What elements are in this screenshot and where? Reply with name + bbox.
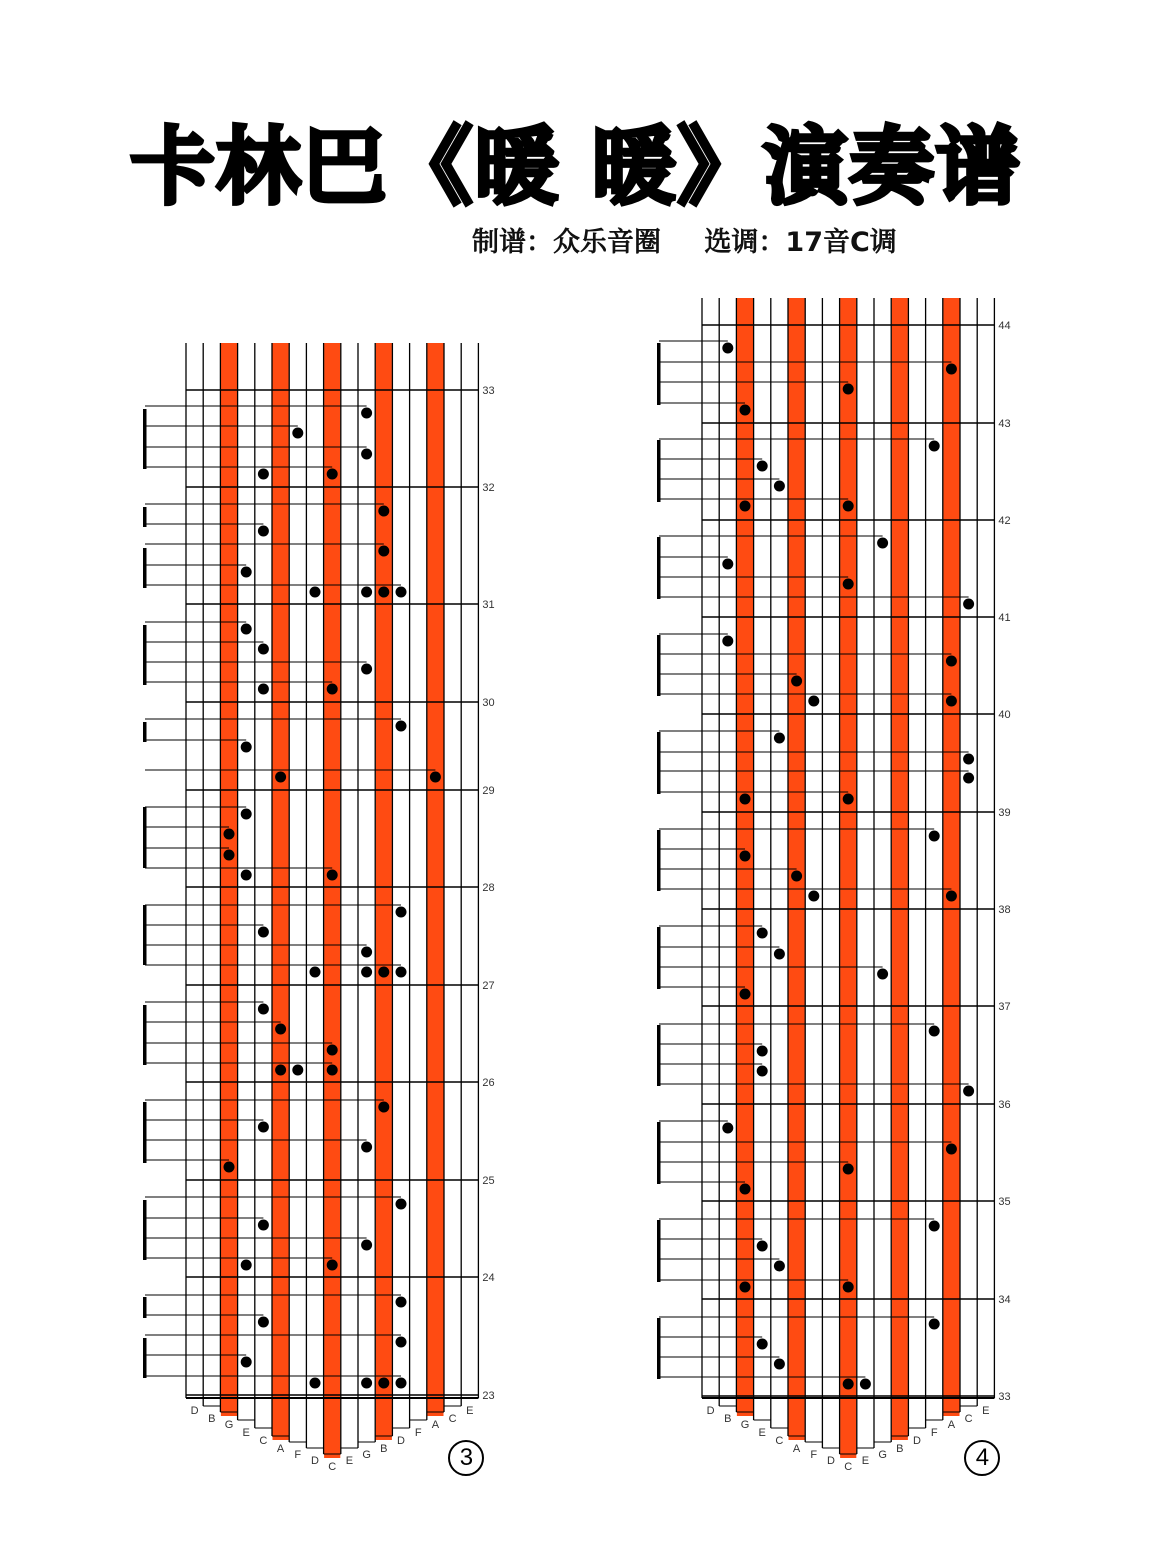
rhythm-beam bbox=[143, 1005, 147, 1065]
note-dot bbox=[774, 481, 785, 492]
note-dot bbox=[963, 1086, 974, 1097]
note-dot bbox=[843, 794, 854, 805]
measure-number: 44 bbox=[998, 320, 1011, 332]
note-dot bbox=[757, 928, 768, 939]
rhythm-beam bbox=[657, 343, 661, 405]
rhythm-beam bbox=[143, 807, 147, 868]
note-dot bbox=[361, 1142, 372, 1153]
measure-number: 42 bbox=[998, 515, 1011, 527]
measure-number: 29 bbox=[482, 785, 495, 797]
tine-label: D bbox=[311, 1455, 319, 1467]
note-dot bbox=[258, 927, 269, 938]
note-dot bbox=[378, 1102, 389, 1113]
note-dot bbox=[241, 1260, 252, 1271]
note-dot bbox=[757, 1066, 768, 1077]
rhythm-beam bbox=[657, 537, 661, 599]
note-dot bbox=[361, 1240, 372, 1251]
note-dot bbox=[327, 469, 338, 480]
note-dot bbox=[843, 1379, 854, 1390]
note-dot bbox=[396, 907, 407, 918]
rhythm-beam bbox=[657, 1025, 661, 1086]
measure-number: 43 bbox=[998, 418, 1011, 430]
note-dot bbox=[396, 1378, 407, 1389]
note-dot bbox=[275, 772, 286, 783]
note-dot bbox=[361, 947, 372, 958]
note-dot bbox=[843, 1282, 854, 1293]
note-dot bbox=[258, 684, 269, 695]
tine-label: C bbox=[259, 1435, 268, 1447]
tine-label: F bbox=[294, 1449, 302, 1461]
measure-number: 32 bbox=[482, 482, 495, 494]
rhythm-beam bbox=[143, 409, 147, 469]
note-dot bbox=[963, 773, 974, 784]
rhythm-beam bbox=[657, 440, 661, 502]
measure-number: 30 bbox=[482, 697, 495, 709]
note-dot bbox=[310, 1378, 321, 1389]
tine-label: B bbox=[724, 1413, 732, 1425]
tine-label: A bbox=[431, 1419, 440, 1431]
page-number: 3 bbox=[448, 1440, 484, 1476]
tab-panel-3 bbox=[143, 343, 495, 1473]
tab-panel-4 bbox=[657, 298, 1011, 1473]
note-dot bbox=[241, 624, 252, 635]
note-dot bbox=[258, 1122, 269, 1133]
note-dot bbox=[740, 1282, 751, 1293]
measure-number: 40 bbox=[998, 709, 1011, 721]
note-dot bbox=[241, 809, 252, 820]
tine-label: B bbox=[380, 1443, 388, 1455]
measure-number: 28 bbox=[482, 882, 495, 894]
rhythm-beam bbox=[143, 1200, 147, 1260]
note-dot bbox=[378, 967, 389, 978]
note-dot bbox=[860, 1379, 871, 1390]
note-dot bbox=[740, 794, 751, 805]
note-dot bbox=[877, 538, 888, 549]
note-dot bbox=[757, 1241, 768, 1252]
note-dot bbox=[740, 405, 751, 416]
note-dot bbox=[396, 1297, 407, 1308]
measure-number: 35 bbox=[998, 1196, 1011, 1208]
tine-label: A bbox=[792, 1443, 801, 1455]
note-dot bbox=[396, 587, 407, 598]
tine-label: E bbox=[982, 1405, 990, 1417]
measure-number: 27 bbox=[482, 980, 495, 992]
measure-number: 38 bbox=[998, 904, 1011, 916]
note-dot bbox=[241, 742, 252, 753]
measure-number: 24 bbox=[482, 1272, 495, 1284]
key-label: 选调：17音C调 bbox=[704, 227, 897, 258]
rhythm-beam bbox=[143, 1338, 147, 1378]
note-dot bbox=[292, 428, 303, 439]
note-dot bbox=[224, 1162, 235, 1173]
note-dot bbox=[327, 1045, 338, 1056]
note-dot bbox=[946, 656, 957, 667]
rhythm-beam bbox=[657, 1318, 661, 1379]
note-dot bbox=[843, 1164, 854, 1175]
tine-label: E bbox=[758, 1427, 766, 1439]
rhythm-beam bbox=[657, 1122, 661, 1184]
tine-label: F bbox=[414, 1427, 422, 1439]
note-dot bbox=[258, 469, 269, 480]
note-dot bbox=[241, 567, 252, 578]
note-dot bbox=[740, 851, 751, 862]
tine-label: G bbox=[740, 1419, 750, 1431]
note-dot bbox=[292, 1065, 303, 1076]
note-dot bbox=[361, 408, 372, 419]
note-dot bbox=[224, 829, 235, 840]
rhythm-beam bbox=[657, 927, 661, 989]
measure-number: 36 bbox=[998, 1099, 1011, 1111]
tine-label: C bbox=[844, 1461, 853, 1473]
note-dot bbox=[722, 559, 733, 570]
tine-label: B bbox=[896, 1443, 904, 1455]
note-dot bbox=[396, 967, 407, 978]
tine-label: G bbox=[878, 1449, 887, 1461]
note-dot bbox=[361, 967, 372, 978]
note-dot bbox=[361, 449, 372, 460]
rhythm-beam bbox=[143, 548, 147, 588]
credit-label: 制谱：众乐音圈 bbox=[472, 227, 661, 258]
note-dot bbox=[275, 1024, 286, 1035]
note-dot bbox=[722, 343, 733, 354]
note-dot bbox=[946, 891, 957, 902]
tine-label: C bbox=[775, 1435, 784, 1447]
page-number: 4 bbox=[964, 1440, 1000, 1476]
tine-label: F bbox=[810, 1449, 818, 1461]
measure-number: 34 bbox=[998, 1294, 1011, 1306]
tine-label: B bbox=[208, 1413, 216, 1425]
note-dot bbox=[774, 733, 785, 744]
note-dot bbox=[361, 1378, 372, 1389]
measure-number: 31 bbox=[482, 599, 495, 611]
tine-label: A bbox=[947, 1419, 956, 1431]
note-dot bbox=[722, 1123, 733, 1134]
note-dot bbox=[722, 636, 733, 647]
note-dot bbox=[843, 579, 854, 590]
measure-number: 26 bbox=[482, 1077, 495, 1089]
note-dot bbox=[310, 967, 321, 978]
note-dot bbox=[327, 1065, 338, 1076]
note-dot bbox=[757, 461, 768, 472]
note-dot bbox=[241, 1357, 252, 1368]
rhythm-beam bbox=[657, 830, 661, 891]
note-dot bbox=[275, 1065, 286, 1076]
note-dot bbox=[946, 696, 957, 707]
note-dot bbox=[327, 684, 338, 695]
tine-label: D bbox=[190, 1405, 199, 1417]
tine-label: E bbox=[861, 1455, 870, 1467]
note-dot bbox=[258, 1220, 269, 1231]
note-dot bbox=[808, 891, 819, 902]
rhythm-beam bbox=[143, 1297, 147, 1318]
tine-label: E bbox=[242, 1427, 250, 1439]
note-dot bbox=[946, 364, 957, 375]
note-dot bbox=[843, 384, 854, 395]
note-dot bbox=[241, 870, 252, 881]
rhythm-beam bbox=[143, 722, 147, 742]
note-dot bbox=[946, 1144, 957, 1155]
note-dot bbox=[378, 1378, 389, 1389]
note-dot bbox=[740, 989, 751, 1000]
note-dot bbox=[774, 949, 785, 960]
highlight-tine bbox=[324, 343, 340, 1458]
note-dot bbox=[378, 546, 389, 557]
measure-number: 37 bbox=[998, 1001, 1011, 1013]
highlight-tine bbox=[892, 298, 908, 1440]
note-dot bbox=[396, 721, 407, 732]
measure-number: 39 bbox=[998, 807, 1011, 819]
tine-label: E bbox=[345, 1455, 354, 1467]
rhythm-beam bbox=[143, 625, 147, 685]
measure-number: 33 bbox=[998, 1391, 1011, 1403]
note-dot bbox=[258, 1317, 269, 1328]
measure-number: 33 bbox=[482, 385, 495, 397]
note-dot bbox=[258, 1004, 269, 1015]
rhythm-beam bbox=[657, 635, 661, 696]
note-dot bbox=[929, 441, 940, 452]
note-dot bbox=[430, 772, 441, 783]
tine-label: C bbox=[448, 1413, 457, 1425]
highlight-tine bbox=[427, 343, 443, 1416]
note-dot bbox=[963, 599, 974, 610]
note-dot bbox=[327, 1260, 338, 1271]
note-dot bbox=[843, 501, 854, 512]
note-dot bbox=[740, 501, 751, 512]
note-dot bbox=[774, 1359, 785, 1370]
note-dot bbox=[378, 587, 389, 598]
note-dot bbox=[378, 506, 389, 517]
tine-label: D bbox=[827, 1455, 835, 1467]
rhythm-beam bbox=[143, 1102, 147, 1163]
tine-label: F bbox=[930, 1427, 938, 1439]
measure-number: 41 bbox=[998, 612, 1011, 624]
note-dot bbox=[791, 676, 802, 687]
tine-label: C bbox=[328, 1461, 337, 1473]
note-dot bbox=[929, 1319, 940, 1330]
highlight-tine bbox=[943, 298, 959, 1416]
note-dot bbox=[327, 870, 338, 881]
note-dot bbox=[929, 1026, 940, 1037]
tine-label: E bbox=[466, 1405, 474, 1417]
note-dot bbox=[396, 1199, 407, 1210]
note-dot bbox=[929, 831, 940, 842]
tine-label: D bbox=[913, 1435, 921, 1447]
measure-number: 25 bbox=[482, 1175, 495, 1187]
tine-label: D bbox=[397, 1435, 405, 1447]
note-dot bbox=[740, 1184, 751, 1195]
note-dot bbox=[757, 1339, 768, 1350]
note-dot bbox=[224, 850, 235, 861]
note-dot bbox=[258, 526, 269, 537]
note-dot bbox=[774, 1261, 785, 1272]
rhythm-beam bbox=[143, 507, 147, 527]
note-dot bbox=[396, 1337, 407, 1348]
note-dot bbox=[877, 969, 888, 980]
note-dot bbox=[791, 871, 802, 882]
page-title: 卡林巴《暖 暖》演奏谱 bbox=[130, 118, 1022, 216]
rhythm-beam bbox=[143, 905, 147, 965]
measure-number: 23 bbox=[482, 1390, 495, 1402]
tine-label: A bbox=[276, 1443, 285, 1455]
tine-label: C bbox=[964, 1413, 973, 1425]
tine-label: D bbox=[706, 1405, 715, 1417]
note-dot bbox=[808, 696, 819, 707]
rhythm-beam bbox=[657, 1220, 661, 1282]
note-dot bbox=[310, 587, 321, 598]
note-dot bbox=[361, 587, 372, 598]
note-dot bbox=[361, 664, 372, 675]
tine-label: G bbox=[362, 1449, 371, 1461]
note-dot bbox=[929, 1221, 940, 1232]
note-dot bbox=[963, 754, 974, 765]
note-dot bbox=[757, 1046, 768, 1057]
highlight-tine bbox=[273, 343, 289, 1440]
rhythm-beam bbox=[657, 732, 661, 794]
tine-label: G bbox=[224, 1419, 234, 1431]
note-dot bbox=[258, 644, 269, 655]
